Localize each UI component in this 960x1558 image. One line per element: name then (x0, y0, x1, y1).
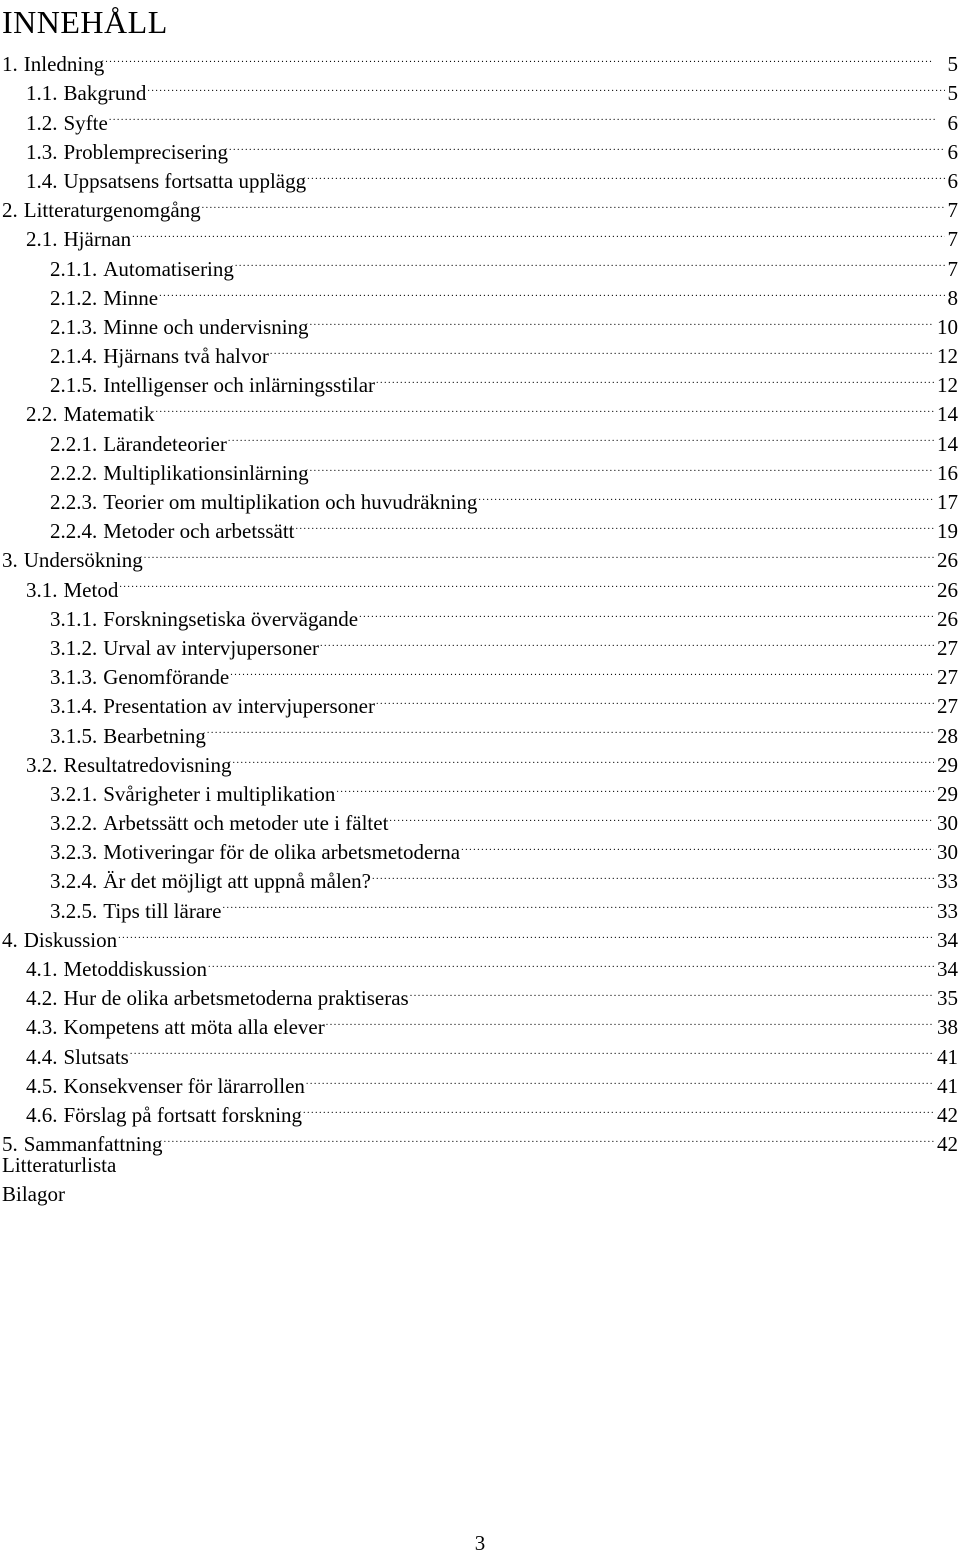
toc-entry[interactable] (0, 480, 960, 514)
toc-entry-number: 4.2. (26, 986, 58, 1011)
toc-entry-page: 42 (937, 1132, 958, 1157)
toc-entry-leader-dots (202, 188, 945, 217)
toc-entry-leader-dots (130, 1034, 934, 1063)
toc-entry-label: Bearbetning (103, 723, 206, 748)
toc-entry[interactable] (0, 100, 960, 135)
toc-entry-number: 4. (2, 927, 18, 952)
toc-entry-number: 3.1.4. (50, 694, 98, 719)
toc-entry-page: 29 (937, 781, 958, 806)
toc-entry[interactable] (0, 655, 960, 690)
toc-entry-page: 38 (937, 1015, 958, 1040)
toc-entry-leader-dots (461, 830, 934, 859)
toc-entry-number: 2.2.4. (50, 519, 98, 544)
toc-entry-number: 3.2.5. (50, 898, 98, 923)
toc-entry-number: 4.5. (26, 1073, 58, 1098)
toc-entry-page: 41 (937, 1044, 958, 1069)
toc-entry[interactable] (0, 830, 960, 865)
toc-entry-leader-dots (208, 947, 934, 976)
toc-entry-leader-dots (376, 684, 934, 713)
toc-entry-page: 27 (937, 635, 958, 660)
toc-entry-leader-dots (336, 772, 934, 801)
toc-entry-leader-dots (159, 276, 944, 305)
toc-entry-number: 2.1.2. (50, 285, 98, 310)
toc-entry[interactable] (0, 334, 960, 369)
toc-entry-number: 2.1.5. (50, 373, 98, 398)
toc-entry-page: 42 (937, 1102, 958, 1127)
toc-entry-leader-dots (359, 597, 934, 626)
toc-entry-number: 2.1.3. (50, 314, 98, 339)
toc-entry-label: Uppsatsens fortsatta upplägg (63, 168, 307, 193)
toc-entry-number: 2.2.3. (50, 490, 98, 514)
toc-entry[interactable] (0, 71, 960, 106)
toc-entry-label: Multiplikationsinlärning (103, 460, 309, 485)
toc-entry-label: Lärandeteorier (103, 431, 227, 456)
toc-entry-leader-dots (306, 1064, 934, 1093)
toc-entry[interactable] (0, 1064, 960, 1098)
toc-entry-label: Teorier om multiplikation och huvudräkning (103, 490, 478, 514)
toc-entry[interactable] (0, 1034, 960, 1069)
toc-entry-leader-dots (310, 451, 934, 480)
toc-entry-label: Syfte (63, 110, 108, 135)
toc-entry[interactable] (0, 392, 960, 427)
toc-entry-page: 35 (937, 986, 958, 1011)
toc-entry-leader-dots (207, 713, 934, 742)
toc-entry[interactable] (0, 451, 960, 485)
toc-entry-leader-dots (109, 100, 945, 129)
toc-entry-label: Genomförande (103, 665, 230, 690)
toc-entry-label: Litteraturgenomgång (23, 198, 201, 223)
toc-entry-page: 6 (947, 110, 958, 135)
toc-entry-leader-dots (155, 392, 934, 421)
toc-entry-page: 30 (937, 811, 958, 836)
toc-entry[interactable] (0, 276, 960, 310)
toc-entry-number: 4.6. (26, 1102, 58, 1127)
toc-entry-number: 2.2.2. (50, 460, 98, 485)
toc-entry[interactable] (0, 567, 960, 602)
toc-entry-leader-dots (326, 1005, 934, 1034)
toc-entry-number: 3.2.1. (50, 781, 98, 806)
toc-entry-page: 14 (937, 402, 958, 427)
toc-entry[interactable] (0, 42, 960, 77)
toc-entry-leader-dots (478, 480, 934, 509)
toc-entry-number: 2.1. (26, 227, 58, 252)
toc-entry-number: 3.2. (26, 752, 58, 777)
toc-entry-leader-dots (235, 246, 945, 275)
toc-entry-page: 12 (937, 373, 958, 398)
toc-entry-label: Metod (63, 577, 119, 602)
toc-entry[interactable] (0, 1005, 960, 1040)
toc-entry-number: 5. (2, 1132, 18, 1157)
toc-entry-leader-dots (376, 363, 934, 392)
toc-entry-leader-dots (230, 655, 934, 684)
toc-entry-page: 6 (947, 168, 958, 193)
toc-entry[interactable] (0, 947, 960, 981)
toc-entry-number: 3. (2, 548, 18, 573)
toc-entry-label: Problemprecisering (63, 139, 228, 164)
toc-entry-leader-dots (296, 509, 934, 538)
toc-entry-label: Kompetens att möta alla elever (63, 1015, 325, 1040)
toc-entry-number: 3.1. (26, 577, 58, 602)
toc-entry-leader-dots (389, 801, 934, 830)
toc-entry-page: 14 (937, 431, 958, 456)
toc-entry-page: 26 (937, 548, 958, 573)
toc-entry-label: Forskningsetiska övervägande (103, 606, 359, 631)
toc-entry-label: Metoddiskussion (63, 957, 208, 981)
toc-entry-leader-dots (303, 1093, 934, 1122)
toc-entry-leader-dots (232, 743, 934, 772)
toc-entry-label: Matematik (63, 402, 155, 427)
toc-entry-leader-dots (410, 976, 934, 1005)
toc-entry-number: 4.3. (26, 1015, 58, 1040)
toc-entry[interactable] (0, 626, 960, 660)
toc-entry[interactable] (0, 976, 960, 1011)
toc-entry-leader-dots (164, 1122, 934, 1151)
toc-entry-label: Minne och undervisning (103, 314, 309, 339)
toc-entry[interactable] (0, 918, 960, 952)
toc-entry-page: 12 (937, 344, 958, 369)
toc-entry-label: Automatisering (103, 256, 234, 281)
toc-entry-number: 3.2.3. (50, 840, 98, 865)
toc-entry-leader-dots (270, 334, 934, 363)
toc-appendix-entry[interactable]: Bilagor (2, 1182, 65, 1207)
toc-entry-page: 17 (937, 490, 958, 514)
toc-entry[interactable] (0, 801, 960, 836)
toc-entry[interactable] (0, 217, 960, 252)
toc-entry-number: 3.2.4. (50, 869, 98, 894)
toc-entry-page: 27 (937, 665, 958, 690)
toc-entry-leader-dots (118, 918, 934, 947)
toc-entry-number: 2.1.1. (50, 256, 98, 281)
toc-entry-leader-dots (307, 159, 944, 188)
toc-entry-label: Resultatredovisning (63, 752, 232, 777)
toc-entry[interactable] (0, 246, 960, 281)
toc-entry-leader-dots (147, 71, 944, 100)
toc-entry-number: 1.4. (26, 168, 58, 193)
toc-entry[interactable] (0, 159, 960, 193)
toc-entry-number: 3.1.3. (50, 665, 98, 690)
toc-entry-leader-dots (144, 538, 934, 567)
toc-entry-page: 33 (937, 869, 958, 894)
toc-entry-page: 29 (937, 752, 958, 777)
toc-entry-label: Sammanfattning (23, 1132, 163, 1157)
toc-entry-label: Är det möjligt att uppnå målen? (103, 869, 371, 894)
toc-entry-label: Bakgrund (63, 81, 147, 106)
toc-entry-number: 3.2.2. (50, 811, 98, 836)
toc-entry-page: 7 (947, 198, 958, 223)
toc-entry-page: 19 (937, 519, 958, 544)
toc-entry-label: Urval av intervjupersoner (103, 635, 320, 660)
toc-entry[interactable] (0, 305, 960, 339)
toc-entry[interactable] (0, 509, 960, 544)
toc-entry-page: 7 (947, 227, 958, 252)
toc-entry-leader-dots (320, 626, 934, 655)
toc-entry-page: 28 (937, 723, 958, 748)
toc-entry-label: Förslag på fortsatt forskning (63, 1102, 303, 1127)
page-title: INNEHÅLL (2, 4, 168, 40)
toc-entry[interactable] (0, 597, 960, 631)
toc-entry-number: 1.2. (26, 110, 58, 135)
toc-entry-leader-dots (228, 421, 934, 450)
toc-entry-page: 16 (937, 460, 958, 485)
page-number: 3 (474, 1531, 486, 1555)
toc-entry[interactable] (0, 1093, 960, 1127)
toc-entry-number: 1. (2, 52, 18, 77)
toc-entry[interactable] (0, 1122, 960, 1157)
toc-entry-number: 4.4. (26, 1044, 58, 1069)
toc-entry[interactable] (0, 859, 960, 894)
toc-entry-page: 26 (937, 606, 958, 631)
toc-entry-number: 3.1.2. (50, 635, 98, 660)
toc-entry-leader-dots (372, 859, 934, 888)
toc-entry-leader-dots (105, 42, 944, 71)
toc-entry-number: 2.2.1. (50, 431, 98, 456)
toc-entry-label: Metoder och arbetssätt (103, 519, 295, 544)
toc-entry-label: Inledning (23, 52, 105, 77)
toc-entry-page: 27 (937, 694, 958, 719)
toc-entry-leader-dots (310, 305, 934, 334)
toc-entry-label: Presentation av intervjupersoner (103, 694, 375, 719)
toc-entry[interactable] (0, 684, 960, 719)
toc-entry-leader-dots (222, 888, 934, 917)
toc-entry-leader-dots (229, 130, 945, 159)
toc-entry[interactable] (0, 888, 960, 923)
toc-entry-label: Hur de olika arbetsmetoderna praktiseras (63, 986, 409, 1011)
toc-entry-page: 7 (947, 256, 958, 281)
toc-entry-page: 10 (937, 314, 958, 339)
toc-entry-number: 2. (2, 198, 18, 223)
toc-entry-label: Svårigheter i multiplikation (103, 781, 336, 806)
toc-entry-page: 6 (947, 139, 958, 164)
toc-entry[interactable] (0, 713, 960, 748)
toc-entry-leader-dots (119, 567, 934, 596)
toc-entry[interactable] (0, 188, 960, 223)
toc-entry-number: 1.1. (26, 81, 58, 106)
toc-entry-label: Undersökning (23, 548, 143, 573)
toc-entry[interactable] (0, 743, 960, 777)
toc-entry-label: Diskussion (23, 927, 118, 952)
table-of-contents (0, 42, 960, 1210)
toc-entry-page: 30 (937, 840, 958, 865)
toc-appendix-entry[interactable]: Litteraturlista (2, 1153, 117, 1178)
toc-entry-number: 2.2. (26, 402, 58, 427)
toc-entry-page: 26 (937, 577, 958, 602)
toc-entry-page: 5 (947, 52, 958, 77)
toc-entry-number: 4.1. (26, 957, 58, 981)
toc-entry-label: Tips till lärare (103, 898, 222, 923)
toc-entry-label: Slutsats (63, 1044, 129, 1069)
toc-entry-page: 34 (937, 927, 958, 952)
toc-entry-page: 41 (937, 1073, 958, 1098)
toc-entry-number: 1.3. (26, 139, 58, 164)
toc-entry-page: 34 (937, 957, 958, 981)
toc-entry-number: 2.1.4. (50, 344, 98, 369)
toc-entry[interactable] (0, 130, 960, 164)
toc-entry-label: Hjärnan (63, 227, 132, 252)
toc-entry-label: Konsekvenser för lärarrollen (63, 1073, 305, 1098)
toc-entry-number: 3.1.1. (50, 606, 98, 631)
toc-entry[interactable] (0, 772, 960, 806)
toc-entry-leader-dots (132, 217, 944, 246)
toc-entry-label: Minne (103, 285, 159, 310)
toc-entry-label: Motiveringar för de olika arbetsmetoderna (103, 840, 461, 865)
toc-entry-page: 5 (947, 81, 958, 106)
toc-entry-label: Intelligenser och inlärningsstilar (103, 373, 376, 398)
toc-entry-label: Arbetssätt och metoder ute i fältet (103, 811, 389, 836)
toc-entry[interactable] (0, 421, 960, 456)
toc-entry[interactable] (0, 363, 960, 398)
toc-entry-label: Hjärnans två halvor (103, 344, 269, 369)
toc-entry[interactable] (0, 538, 960, 573)
toc-entry-number: 3.1.5. (50, 723, 98, 748)
toc-entry-page: 8 (947, 285, 958, 310)
toc-entry-page: 33 (937, 898, 958, 923)
